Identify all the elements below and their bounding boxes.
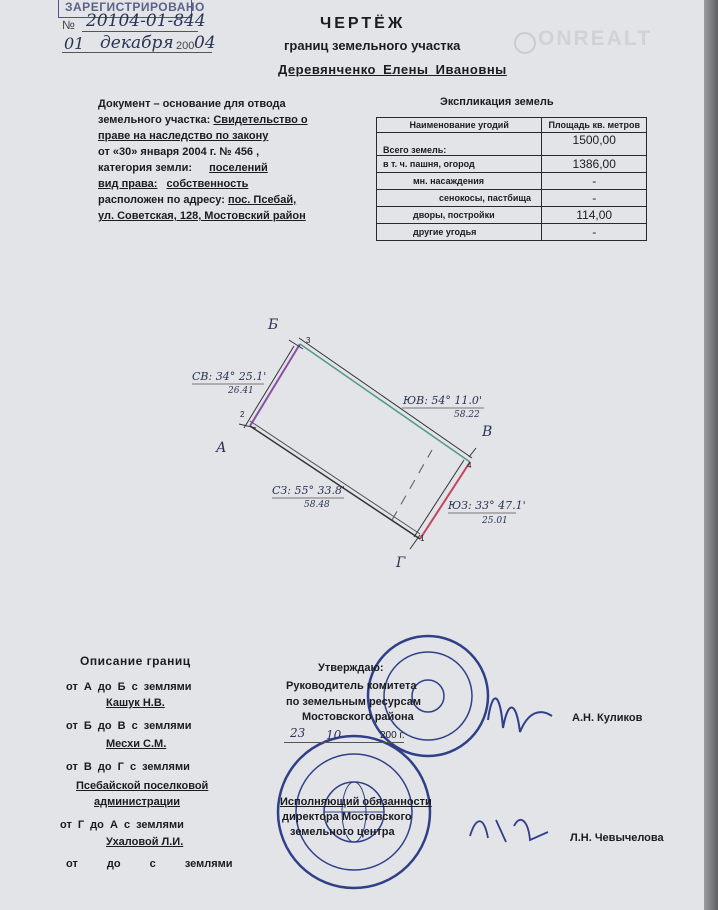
explication-row-value: 1386,00 [542,156,647,173]
point-a-label: А [216,440,227,456]
doc-basis-2: праве на наследство по закону [98,130,269,142]
doc-address-label: расположен по адресу: [98,194,225,206]
explication-row-value: 114,00 [542,207,647,224]
explication-row-value: - [542,190,647,207]
reg-no-value: 20104-01-844 [86,11,206,31]
explication-row-name: Всего земель: [377,133,542,156]
signature-kulikov [488,698,552,732]
approval-line-3: Мостовского района [302,711,414,723]
border-row-3: от В до Г с землями [66,761,190,773]
page-edge [704,0,718,910]
doc-date-line: от «30» января 2004 г. № 456 , [98,146,260,158]
approval-line-2: по земельным ресурсам [286,696,421,708]
border-row-2: от Б до В с землями [66,720,192,732]
yuv-bearing-label: ЮВ: 54° 11.0' [403,394,482,407]
doc-category-value: поселений [209,162,268,174]
approval-year: 200 г. [380,730,405,741]
acting-line-1: Исполняющий обязанности [280,796,432,808]
reg-year-prefix: 200 [176,40,195,52]
border-owner-3b: администрации [94,796,181,808]
point-g-label: Г [396,555,406,571]
approval-date-underline [284,742,404,743]
vertex-number-3: 3 [306,336,311,345]
point-b-label: Б [268,317,279,333]
explication-row-name: мн. насаждения [377,173,542,190]
yuz-length-label: 25.01 [482,516,508,526]
explication-row-value: 1500,00 [542,133,647,156]
sz-bearing-label: СЗ: 55° 33.8' [272,484,345,497]
border-row-5: от до с землями [66,858,233,870]
explication-row-name: другие угодья [377,224,542,241]
yuv-length-label: 58.22 [454,410,480,420]
acting-line-3: земельного центра [290,826,395,838]
explication-row-value: - [542,173,647,190]
border-row-4: от Г до А с землями [60,819,184,831]
vertex-number-2: 2 [240,410,245,419]
page-subtitle: границ земельного участка [284,38,461,53]
reg-date-month: декабря [100,33,174,53]
explication-title: Экспликация земель [440,96,554,108]
vertex-number-4: 4 [467,461,472,470]
explication-col-name: Наименование угодий [377,118,542,133]
border-owner-1: Кашук Н.В. [106,697,165,709]
explication-col-area: Площадь кв. метров [542,118,647,133]
reg-year-suffix: 04 [194,33,216,53]
explication-row-value: - [542,224,647,241]
border-row-1: от А до Б с землями [66,681,192,693]
border-owner-3a: Псебайской поселковой [76,780,209,792]
watermark-text: ONREALT [538,27,652,50]
doc-line-1: Документ – основание для отвода [98,98,286,110]
sv-length-label: 26.41 [228,386,254,396]
doc-category-label: категория земли: [98,162,193,174]
reg-date-day: 01 [64,34,85,53]
vertex-number-1: 1 [420,534,425,543]
signature-chevychelova [470,820,548,842]
doc-line-2: земельного участка: [98,114,211,126]
borders-title: Описание границ [80,654,191,668]
approval-date-month: 10 [326,728,342,742]
border-owner-4: Ухаловой Л.И. [106,836,184,848]
yuz-bearing-label: ЮЗ: 33° 47.1' [448,499,526,512]
explication-row-name: дворы, постройки [377,207,542,224]
doc-right-value: собственность [166,178,249,190]
signer-chevychelova: Л.Н. Чевычелова [570,832,664,844]
approval-line-1: Руководитель комитета [286,680,417,692]
owner-name: Деревянченко Елены Ивановны [278,62,507,77]
border-owner-2: Месхи С.М. [106,738,167,750]
doc-address-2: ул. Советская, 128, Мостовский район [98,210,306,222]
registration-stamp-text: ЗАРЕГИСТРИРОВАНО [65,0,205,14]
point-v-label: В [482,424,493,440]
doc-address-1: пос. Псебай, [227,194,297,206]
doc-right-label: вид права: [98,178,158,190]
sv-bearing-label: СВ: 34° 25.1' [192,370,267,383]
doc-basis-1: Свидетельство о [213,114,308,126]
reg-no-label: № [62,18,75,32]
acting-line-2: директора Мостовского [282,811,412,823]
page-title: ЧЕРТЁЖ [320,15,406,32]
signer-kulikov: А.Н. Куликов [572,712,643,724]
explication-row-name: сенокосы, пастбища [377,190,542,207]
sz-length-label: 58.48 [304,500,330,510]
explication-row-name: в т. ч. пашня, огород [377,156,542,173]
approval-date-day: 23 [290,726,306,740]
approval-approve: Утверждаю: [318,662,384,674]
